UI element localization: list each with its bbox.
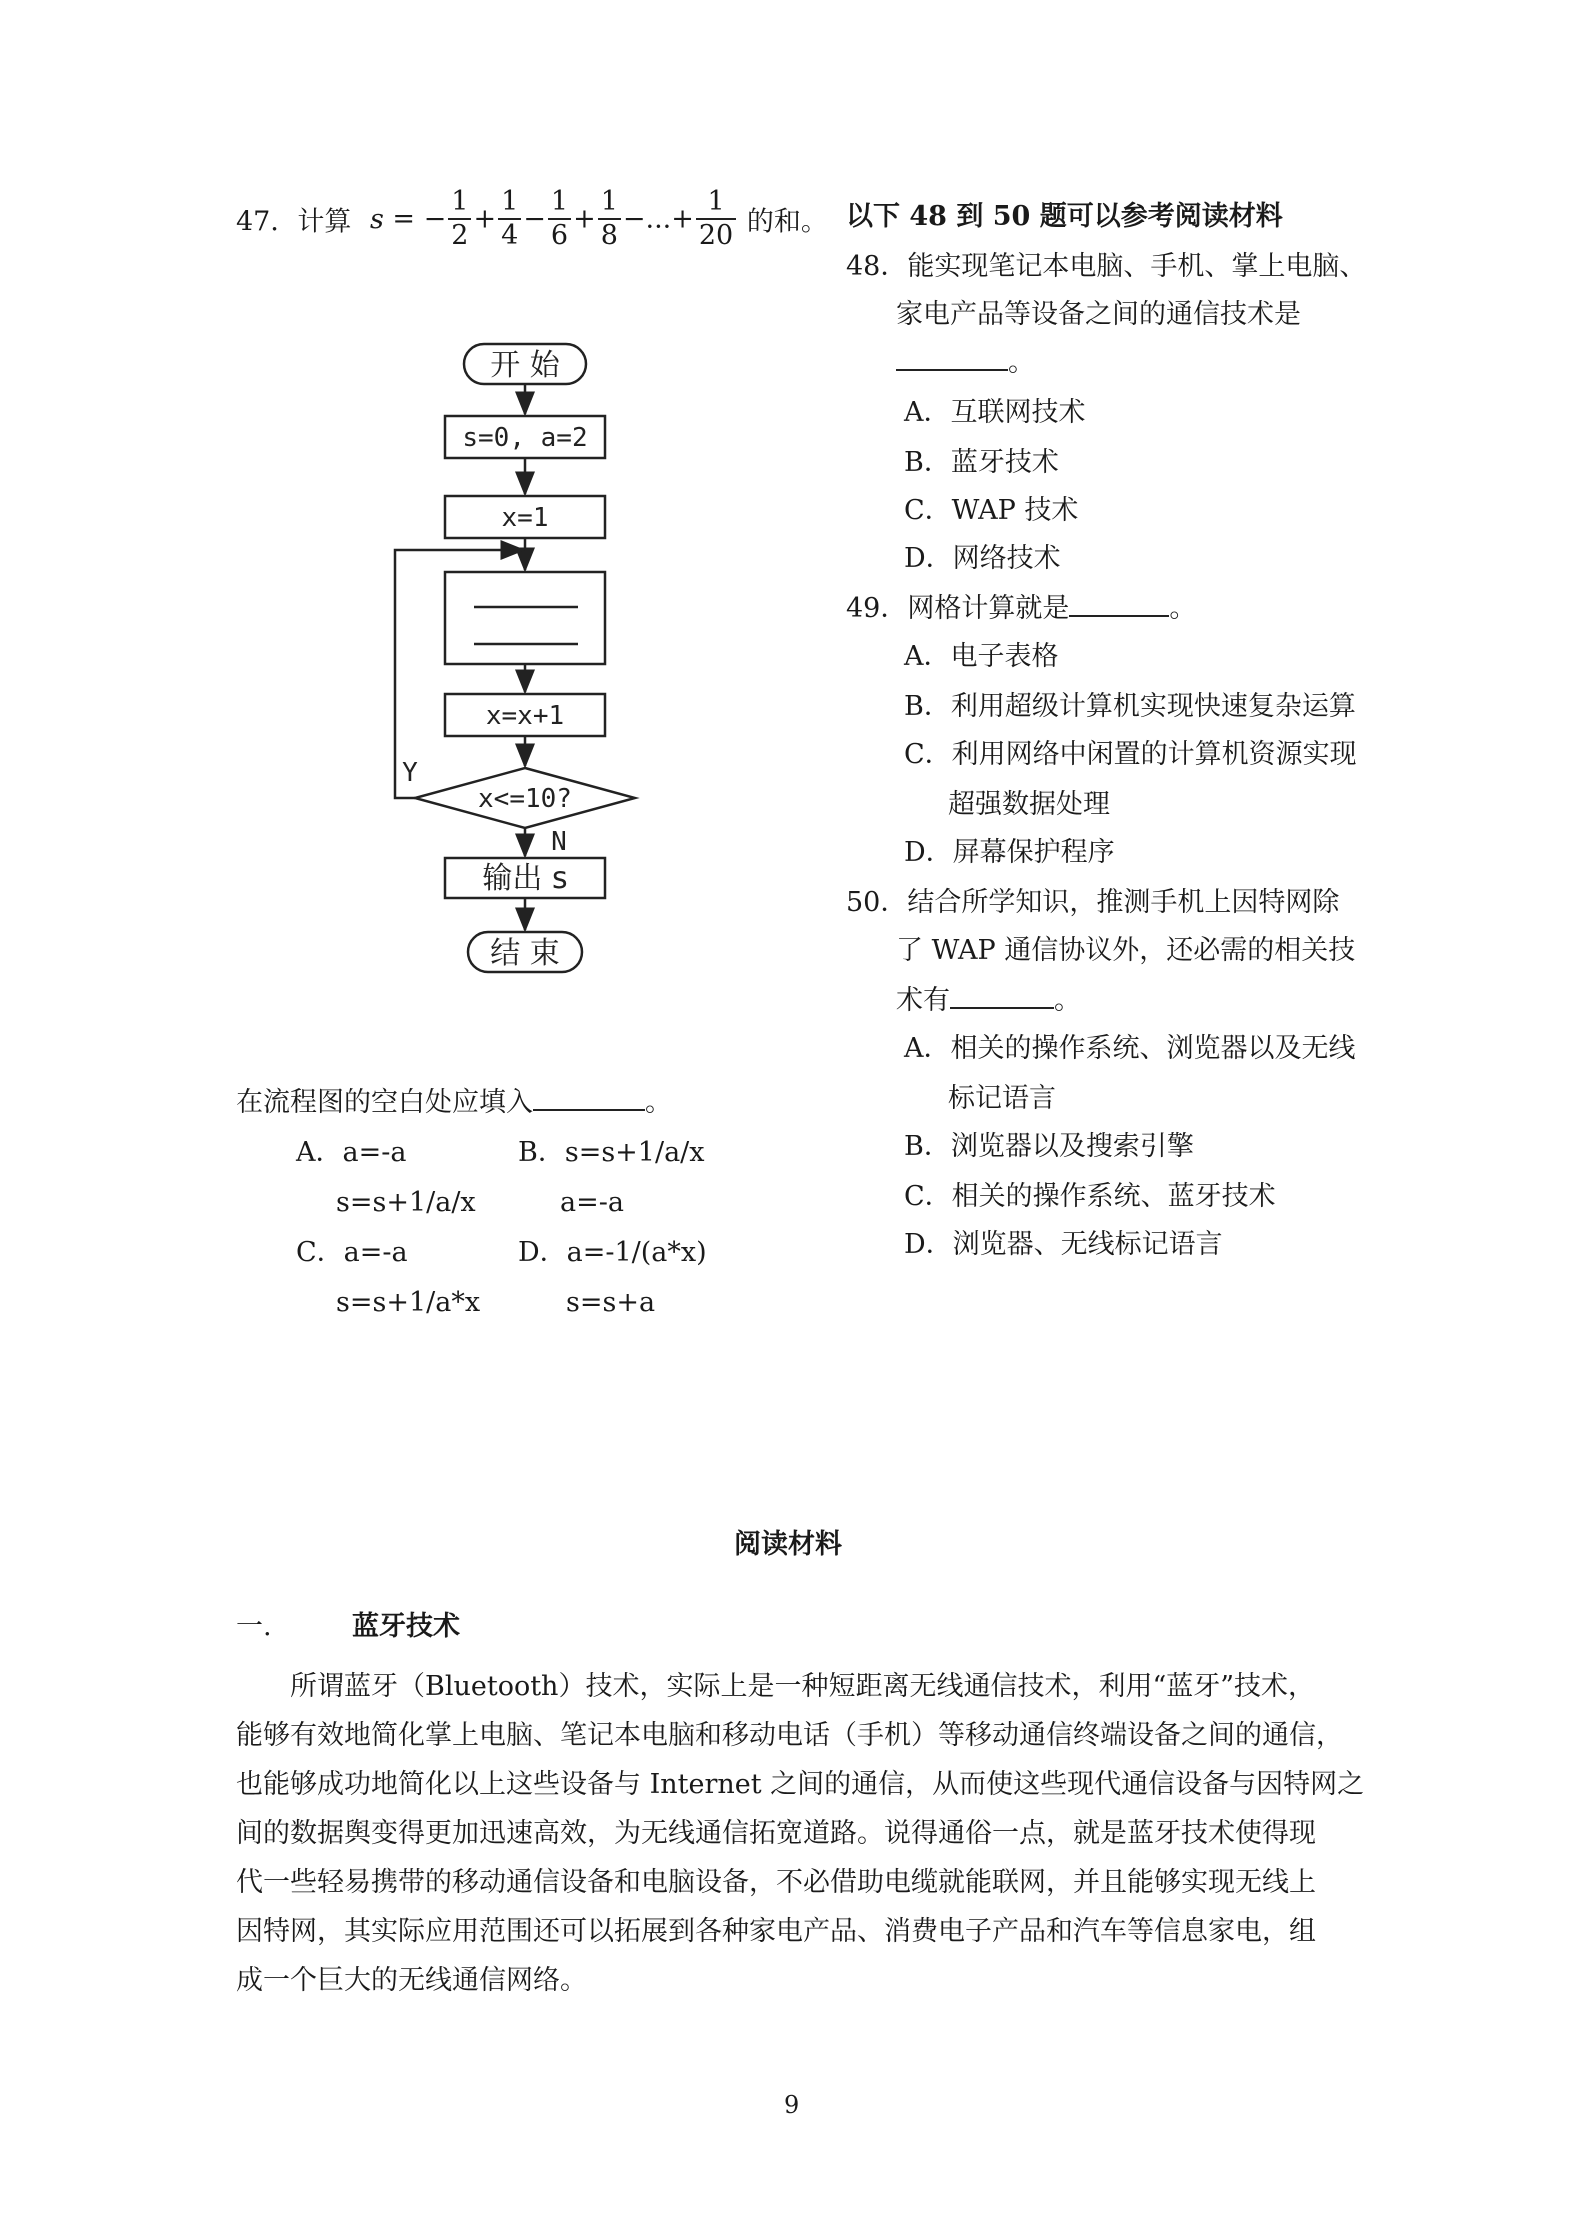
q50-option-d: D．浏览器、无线标记语言 <box>904 1229 1223 1260</box>
q49-option-d: D．屏幕保护程序 <box>904 837 1115 868</box>
q47-option-c-line2: s=s+1/a*x <box>336 1287 481 1318</box>
q50-line2: 了 WAP 通信协议外，还必需的相关技 <box>896 935 1356 966</box>
q47-fraction: $\frac{1}{8}$ <box>598 186 621 252</box>
q47-sign-4: + <box>573 203 596 235</box>
q49-option-b: B．利用超级计算机实现快速复杂运算 <box>904 691 1356 722</box>
section-number: 一. <box>236 1611 272 1642</box>
reading-line: 间的数据舆变得更加迅速高效，为无线通信拓宽道路。说得通俗一点，就是蓝牙技术使得现 <box>236 1818 1316 1849</box>
reading-line: 代一些轻易携带的移动通信设备和电脑设备，不必借助电缆就能联网，并且能够实现无线上 <box>236 1867 1316 1898</box>
page-number: 9 <box>784 2091 800 2119</box>
q50-line1: 50．结合所学知识，推测手机上因特网除 <box>846 887 1340 918</box>
reading-line: 因特网，其实际应用范围还可以拓展到各种家电产品、消费电子产品和汽车等信息家电，组 <box>236 1916 1316 1947</box>
answer-blank <box>1069 593 1169 617</box>
q47-prompt-end: 。 <box>645 1087 672 1118</box>
q47-option-d-line2: s=s+a <box>566 1287 656 1318</box>
answer-blank <box>533 1087 645 1111</box>
flowchart-blank-box <box>445 572 605 664</box>
q48-option-d: D．网络技术 <box>904 543 1061 574</box>
reading-title: 阅读材料 <box>734 1529 842 1560</box>
q47-sign-2: + <box>473 203 497 235</box>
q50-option-b: B．浏览器以及搜索引擎 <box>904 1131 1194 1162</box>
reading-line: 成一个巨大的无线通信网络。 <box>236 1965 587 1996</box>
q47-var-s: s <box>369 203 384 235</box>
reading-line: 所谓蓝牙（Bluetooth）技术，实际上是一种短距离无线通信技术，利用“蓝牙”技术， <box>290 1671 1316 1702</box>
q48-option-a: A．互联网技术 <box>904 397 1086 428</box>
q47-fraction: $\frac{1}{4}$ <box>498 186 521 252</box>
q47-fraction: $\frac{1}{6}$ <box>548 186 571 252</box>
q47-option-b-line2: a=-a <box>560 1187 624 1218</box>
answer-blank <box>896 347 1008 371</box>
q50-line3: 术有 。 <box>896 985 1081 1016</box>
q47-sign-1: − <box>423 203 447 235</box>
q47-option-d: D．a=-1/(a*x) <box>518 1237 707 1268</box>
reading-line: 也能够成功地简化以上这些设备与 Internet 之间的通信，从而使这些现代通信设备与因特网之 <box>236 1769 1365 1800</box>
flowchart-diagram <box>380 330 660 990</box>
q47-prefix: 47．计算 <box>236 206 352 238</box>
q48-line2: 家电产品等设备之间的通信技术是 <box>896 299 1301 330</box>
q47-sign-3: − <box>523 203 546 235</box>
right-heading: 以下 48 到 50 题可以参考阅读材料 <box>846 201 1283 232</box>
q49-line1: 49．网格计算就是 。 <box>846 593 1197 624</box>
q47-formula <box>236 186 828 252</box>
q48-option-c: C．WAP 技术 <box>904 495 1079 526</box>
q47-option-a-line2: s=s+1/a/x <box>336 1187 476 1218</box>
q48-line1: 48．能实现笔记本电脑、手机、掌上电脑、 <box>846 251 1367 282</box>
q47-option-c: C．a=-a <box>296 1237 408 1268</box>
q49-option-c: C．利用网络中闲置的计算机资源实现 <box>904 739 1357 770</box>
flowchart-increment-label: x=x+1 <box>485 701 565 731</box>
flowchart-init-label: s=0, a=2 <box>462 423 588 453</box>
flowchart-condition-label: x<=10? <box>478 784 572 814</box>
q47-suffix: 的和。 <box>746 206 828 238</box>
q48-blank-line: 。 <box>896 346 1035 380</box>
reading-paragraph <box>236 1662 1365 2005</box>
q47-fraction: $\frac{1}{20}$ <box>696 186 736 252</box>
section-title: 蓝牙技术 <box>352 1611 460 1642</box>
q48-option-b: B．蓝牙技术 <box>904 447 1059 478</box>
q50-option-c: C．相关的操作系统、蓝牙技术 <box>904 1181 1276 1212</box>
q47-ellipsis: −...+ <box>622 203 694 235</box>
q47-eq: = <box>392 203 416 235</box>
q47-option-a: A．a=-a <box>296 1137 407 1168</box>
q47-prompt-text: 在流程图的空白处应填入 <box>236 1087 533 1118</box>
answer-blank <box>950 985 1054 1009</box>
reading-line: 能够有效地简化掌上电脑、笔记本电脑和移动电话（手机）等移动通信终端设备之间的通信， <box>236 1720 1343 1751</box>
q49-option-a: A．电子表格 <box>904 641 1059 672</box>
flowchart-x-init-label: x=1 <box>501 503 549 533</box>
q47-option-b: B．s=s+1/a/x <box>518 1137 705 1168</box>
q50-option-a: A．相关的操作系统、浏览器以及无线 <box>904 1033 1356 1064</box>
q50-option-a-line2: 标记语言 <box>948 1083 1056 1114</box>
flowchart-yes-label: Y <box>402 758 418 788</box>
q47-prompt <box>236 1086 672 1120</box>
q47-fraction: $\frac{1}{2}$ <box>448 186 471 252</box>
flowchart-output-label: 输出 s <box>482 861 568 896</box>
flowchart-end-label: 结 束 <box>490 936 560 971</box>
flowchart-no-label: N <box>551 827 567 857</box>
flowchart-start-label: 开 始 <box>490 348 560 383</box>
q49-option-c-line2: 超强数据处理 <box>948 789 1110 820</box>
